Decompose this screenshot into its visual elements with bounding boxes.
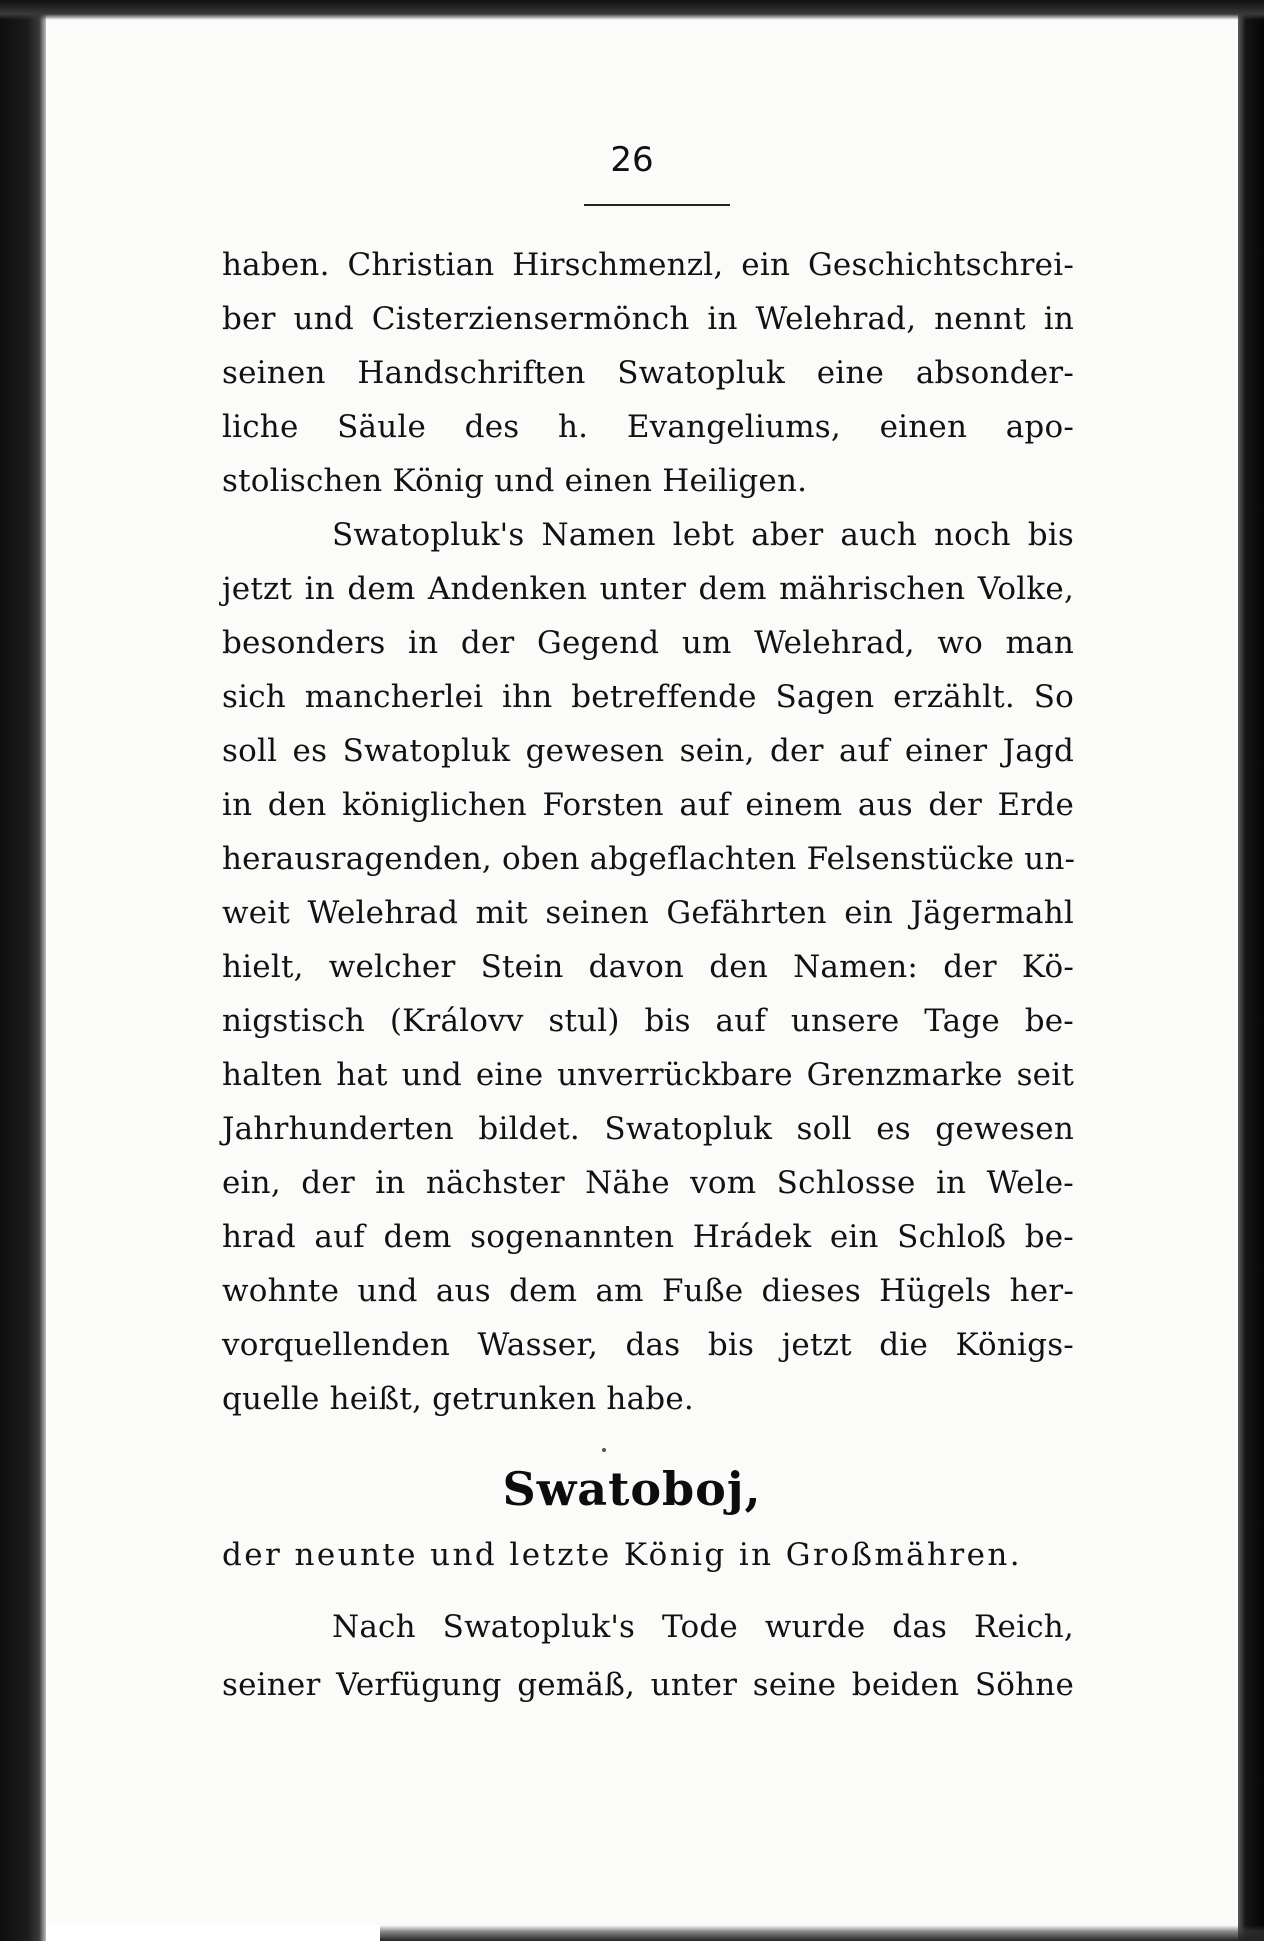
print-speck: [602, 1448, 606, 1452]
text-line: soll es Swatopluk gewesen sein, der auf einer Jagd: [222, 733, 1074, 769]
page-number: 26: [610, 140, 654, 180]
text-line: herausragenden, oben abgeflachten Felsenstücke un-: [222, 841, 1076, 877]
text-line: Nach Swatopluk's Tode wurde das Reich,: [332, 1609, 1074, 1645]
text-line: jetzt in dem Andenken unter dem mährischen Volke,: [222, 571, 1074, 607]
text-line: in den königlichen Forsten auf einem aus der Erde: [222, 787, 1074, 823]
text-line: besonders in der Gegend um Welehrad, wo man: [222, 625, 1074, 661]
text-line: stolischen König und einen Heiligen.: [222, 463, 808, 499]
text-line: halten hat und eine unverrückbare Grenzmarke seit: [222, 1057, 1074, 1093]
section-subheading: der neunte und letzte König in Großmähren.: [222, 1537, 1022, 1573]
scan-edge-top: [0, 0, 1264, 20]
text-line: hielt, welcher Stein davon den Namen: der Kö-: [222, 949, 1074, 985]
scan-edge-bottom: [380, 1925, 1264, 1941]
scan-edge-right: [1238, 0, 1264, 1941]
text-line: ein, der in nächster Nähe vom Schlosse in Wele-: [222, 1165, 1074, 1201]
text-line: seinen Handschriften Swatopluk eine absonder-: [222, 355, 1074, 391]
text-line: sich mancherlei ihn betreffende Sagen erzählt. So: [222, 679, 1074, 715]
text-line: liche Säule des h. Evangeliums, einen apo-: [222, 409, 1074, 445]
body-text: [222, 238, 1074, 1426]
text-line: ber und Cisterziensermönch in Welehrad, nennt in: [222, 301, 1074, 337]
text-line: Swatopluk's Namen lebt aber auch noch bis: [332, 517, 1074, 553]
text-line: hrad auf dem sogenannten Hrádek ein Schloß be-: [222, 1219, 1074, 1255]
text-line: quelle heißt, getrunken habe.: [222, 1381, 694, 1417]
page-number-rule: [584, 204, 730, 206]
text-line: vorquellenden Wasser, das bis jetzt die Königs-: [222, 1327, 1074, 1363]
text-line: Jahrhunderten bildet. Swatopluk soll es gewesen: [222, 1111, 1074, 1147]
section-heading: Swatoboj,: [502, 1462, 762, 1516]
scan-edge-left: [0, 0, 46, 1941]
body-text-continued: [222, 1598, 1074, 1714]
text-line: seiner Verfügung gemäß, unter seine beiden Söhne: [222, 1667, 1074, 1703]
text-line: haben. Christian Hirschmenzl, ein Geschichtschrei-: [222, 247, 1074, 283]
text-line: weit Welehrad mit seinen Gefährten ein Jägermahl: [222, 895, 1074, 931]
text-line: wohnte und aus dem am Fuße dieses Hügels her-: [222, 1273, 1074, 1309]
text-line: nigstisch (Královv stul) bis auf unsere Tage be-: [222, 1003, 1074, 1039]
